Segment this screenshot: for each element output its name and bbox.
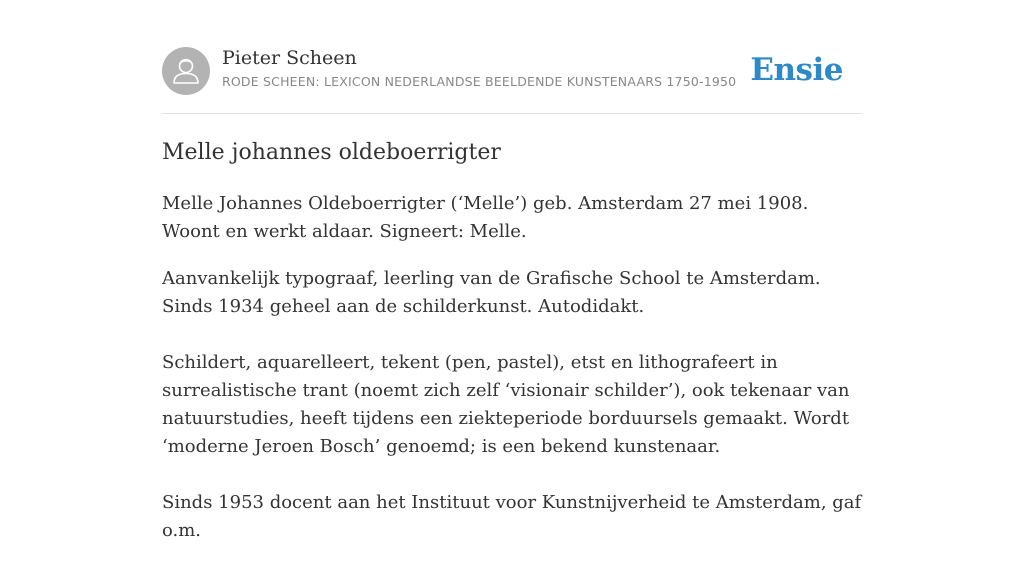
header-divider (162, 113, 862, 114)
article-paragraph: Melle Johannes Oldeboerrigter (‘Melle’) geb. Amsterdam 27 mei 1908. Woont en werkt aldaar. Signeert: Melle. (162, 193, 809, 242)
user-icon (162, 47, 210, 95)
author-avatar[interactable] (162, 47, 210, 95)
author-name[interactable]: Pieter Scheen (222, 47, 357, 69)
article-header (162, 46, 862, 96)
article-paragraph: Aanvankelijk typograaf, leerling van de Grafische School te Amsterdam. Sinds 1934 geheel aan de schilderkunst. Autodidakt. Schildert, aquarelleert, tekent (pen, pastel), etst en lithografeert in surrealistische trant (noemt zich zelf ‘visionair schilder’), ook tekenaar van natuurstudies, heeft tijdens een ziekteperiode borduursels gemaakt. Wordt ‘moderne Jeroen Bosch’ genoemd; is een bekend kunstenaar. Sinds 1953 docent aan het Instituut voor Kunstnijverheid te Amsterdam, gaf o.m. (162, 268, 862, 541)
source-title[interactable]: RODE SCHEEN: LEXICON NEDERLANDSE BEELDENDE KUNSTENAARS 1750-1950 (222, 74, 737, 89)
article-title: Melle johannes oldeboerrigter (162, 140, 501, 165)
article-body (162, 190, 862, 564)
ensie-logo[interactable]: Ensie (750, 52, 843, 88)
